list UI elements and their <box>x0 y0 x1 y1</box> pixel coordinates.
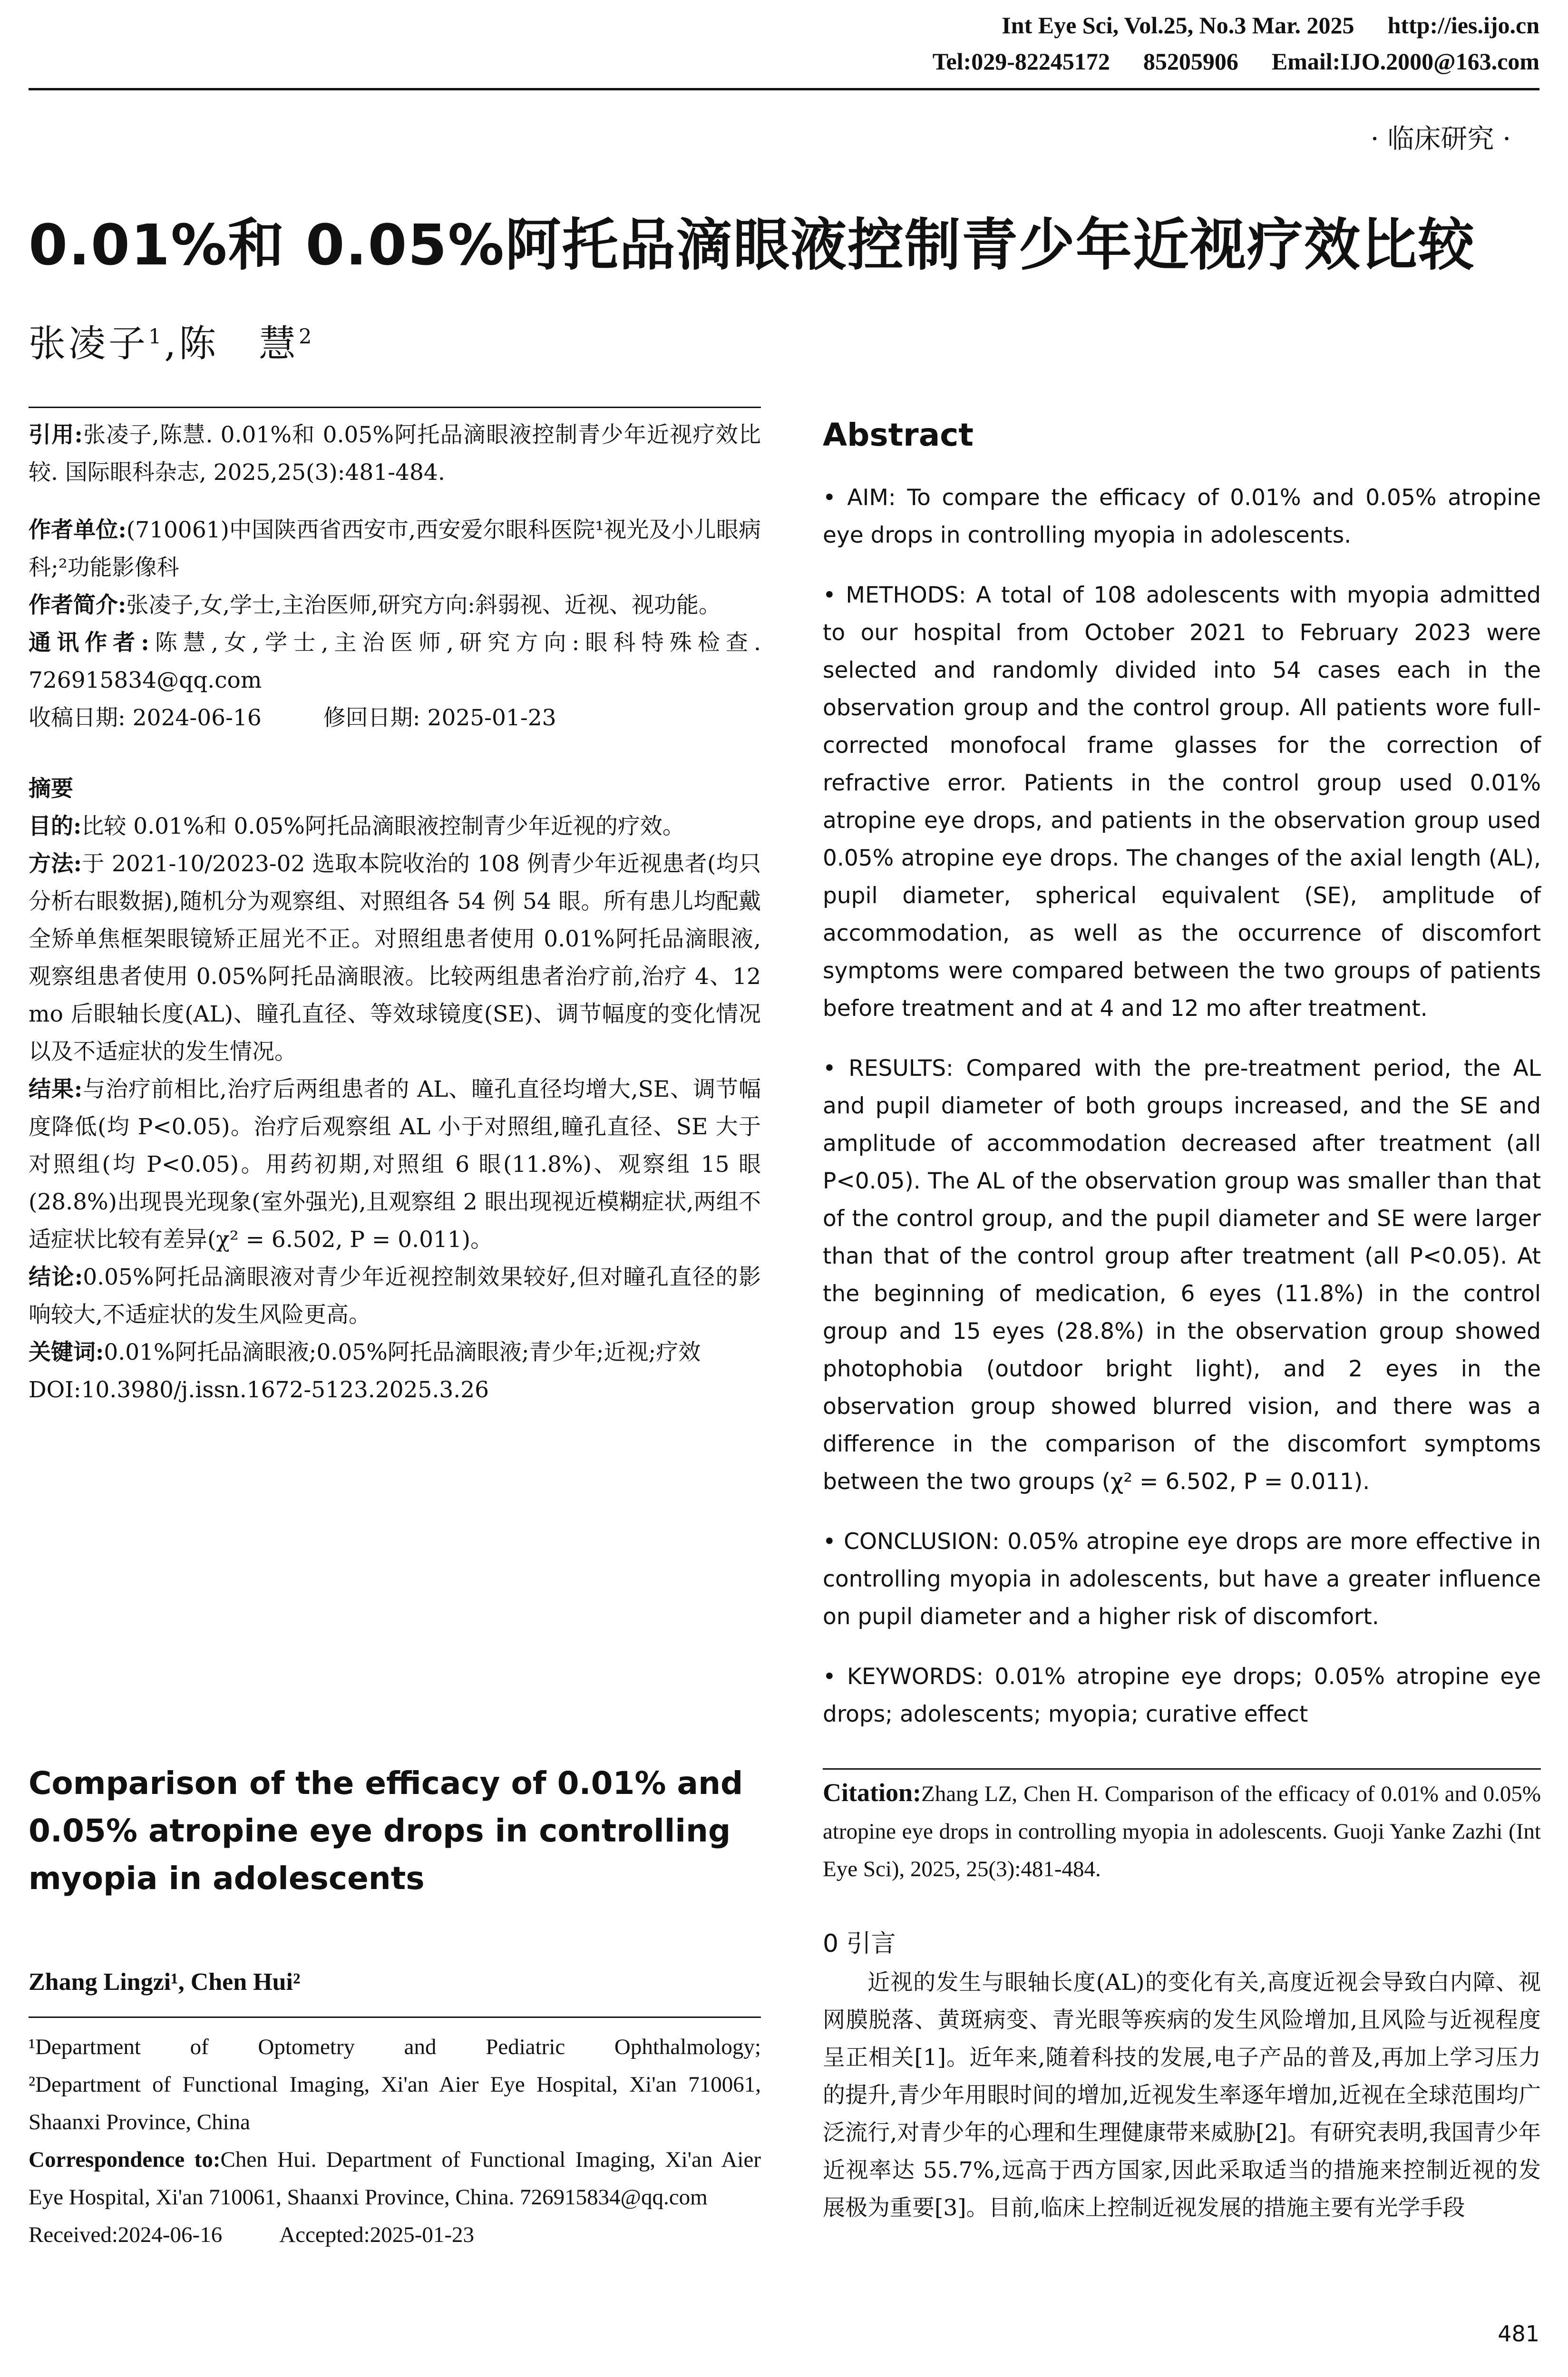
conclusion-text: 0.05%阿托品滴眼液对青少年近视控制效果较好,但对瞳孔直径的影响较大,不适症状的发生风险更高。 <box>29 1264 761 1328</box>
english-authors: Zhang Lingzi¹, Chen Hui² <box>29 1968 301 1996</box>
running-header <box>968 9 1539 42</box>
author-2-sup: 2 <box>299 325 315 349</box>
author-1-sup: 1 <box>148 325 165 349</box>
intro-heading: 0 引言 <box>823 1929 896 1958</box>
conclusion-label: 结论: <box>29 1264 83 1290</box>
bio-label: 作者简介: <box>29 592 127 618</box>
keywords-cn <box>29 1334 761 1371</box>
page-number: 481 <box>1498 2321 1539 2347</box>
english-title: Comparison of the efficacy of 0.01% and 0.05% atropine eye drops in controlling myopia in adolescents <box>29 1765 743 1897</box>
aim-en: • AIM: To compare the efficacy of 0.01% and 0.05% atropine eye drops in controlling myopia in adolescents. <box>823 485 1541 548</box>
results-cn <box>29 1071 761 1258</box>
unit-text: (710061)中国陕西省西安市,西安爱尔眼科医院¹视光及小儿眼病科;²功能影像科 <box>29 517 761 581</box>
methods-en: • METHODS: A total of 108 adolescents with myopia admitted to our hospital from October 2021 to February 2023 were selected and randomly divided into 54 cases each in the observation group and the control group. All patients wore full-corrected monofocal frame glasses for the correction of refractive error. Patients in the control group used 0.01% atropine eye drops, and patients in the observation group used 0.05% atropine eye drops. The changes of the axial length (AL), pupil diameter, spherical equivalent (SE), amplitude of accommodation, as well as the occurrence of discomfort symptoms were compared between the two groups of patients before treatment and at 4 and 12 mo after treatment. <box>823 582 1541 1022</box>
author-bio <box>29 586 761 624</box>
right-column <box>823 414 1541 1755</box>
authors <box>29 314 314 367</box>
aim-label: 目的: <box>29 813 82 839</box>
english-title-block <box>29 1760 761 1902</box>
unit-label: 作者单位: <box>29 517 127 543</box>
methods-label: 方法: <box>29 851 82 877</box>
accepted-en: Accepted:2025-01-23 <box>279 2222 475 2247</box>
introduction <box>823 1924 1541 2227</box>
citation-en-label: Citation: <box>823 1778 921 1807</box>
keywords-text: 0.01%阿托品滴眼液;0.05%阿托品滴眼液;青少年;近视;疗效 <box>104 1339 701 1365</box>
corr-en-label: Correspondence to: <box>29 2147 221 2172</box>
results-label: 结果: <box>29 1076 83 1102</box>
email: Email:IJO.2000@163.com <box>1271 48 1539 75</box>
citation-cn <box>29 416 761 491</box>
conclusion-cn <box>29 1258 761 1334</box>
journal-url: http://ies.ijo.cn <box>1387 12 1539 39</box>
received-date: 收稿日期: 2024-06-16 <box>29 705 262 731</box>
aim-text: 比较 0.01%和 0.05%阿托品滴眼液控制青少年近视的疗效。 <box>81 813 685 839</box>
doi: DOI:10.3980/j.issn.1672-5123.2025.3.26 <box>29 1377 489 1403</box>
methods-cn <box>29 845 761 1071</box>
cite-text: 张凌子,陈慧. 0.01%和 0.05%阿托品滴眼液控制青少年近视疗效比较. 国际眼科杂志, 2025,25(3):481-484. <box>29 422 761 486</box>
author-2: 陈 慧 <box>179 322 299 365</box>
revised-date: 修回日期: 2025-01-23 <box>323 705 556 731</box>
section-tag: · 临床研究 · <box>1370 124 1511 155</box>
author-1: 张凌子 <box>29 322 149 365</box>
dates-en <box>29 2216 761 2254</box>
results-text: 与治疗前相比,治疗后两组患者的 AL、瞳孔直径均增大,SE、调节幅度降低(均 P<0.05)。治疗后观察组 AL 小于对照组,瞳孔直径、SE 大于对照组(均 P<0.05)。用药初期,对照组 6 眼(11.8%)、观察组 15 眼(28.8%)出现畏光现象(室外强光),且观察组 2 眼出现视近模糊症状,两组不适症状比较有差异(χ² = 6.502, P = 0.011)。 <box>29 1076 761 1253</box>
english-affiliations <box>29 2028 761 2254</box>
dates-cn <box>29 699 761 737</box>
citation-en <box>823 1774 1541 1888</box>
article-title: 0.01%和 0.05%阿托品滴眼液控制青少年近视疗效比较 <box>29 212 1475 278</box>
corr-text: 陈慧,女,学士,主治医师,研究方向:眼科特殊检查. 726915834@qq.com <box>29 630 761 693</box>
citation-rule <box>823 1768 1541 1770</box>
tel2: 85205906 <box>1143 48 1238 75</box>
dept-1: ¹Department of Optometry and Pediatric Ophthalmology; <box>29 2035 761 2059</box>
corr-label: 通讯作者: <box>29 630 149 656</box>
author-unit <box>29 511 761 586</box>
author-sep: , <box>164 322 179 365</box>
affil-rule <box>29 2017 761 2018</box>
cite-label: 引用: <box>29 422 83 448</box>
contact-header <box>899 45 1539 78</box>
intro-text: 近视的发生与眼轴长度(AL)的变化有关,高度近视会导致白内障、视网膜脱落、黄斑病变、青光眼等疾病的发生风险增加,且风险与近视程度呈正相关[1]。近年来,随着科技的发展,电子产品的普及,再加上学习压力的提升,青少年用眼时间的增加,近视发生率逐年增加,近视在全球范围均广泛流行,对青少年的心理和生理健康带来威胁[2]。有研究表明,我国青少年近视率达 55.7%,远高于西方国家,因此采取适当的措施来控制近视的发展极为重要[3]。目前,临床上控制近视发展的措施主要有光学手段 <box>823 1969 1541 2221</box>
corr-en <box>29 2141 761 2216</box>
header-rule <box>29 88 1539 90</box>
aim-cn <box>29 808 761 845</box>
left-column <box>29 416 761 1409</box>
corresponding-author <box>29 624 761 699</box>
abstract-heading-cn: 摘要 <box>29 776 73 802</box>
tel: Tel:029-82245172 <box>932 48 1110 75</box>
received-en: Received:2024-06-16 <box>29 2222 223 2247</box>
conclusion-en: • CONCLUSION: 0.05% atropine eye drops are more effective in controlling myopia in adolescents, but have a greater influence on pupil diameter and a higher risk of discomfort. <box>823 1529 1541 1630</box>
bio-text: 张凌子,女,学士,主治医师,研究方向:斜弱视、近视、视功能。 <box>126 592 721 618</box>
dept-2: ²Department of Functional Imaging, Xi'an Aier Eye Hospital, Xi'an 710061, Shaanxi Province, China <box>29 2072 761 2134</box>
keywords-en: • KEYWORDS: 0.01% atropine eye drops; 0.05% atropine eye drops; adolescents; myopia; curative effect <box>823 1664 1541 1727</box>
journal-info: Int Eye Sci, Vol.25, No.3 Mar. 2025 <box>1002 12 1354 39</box>
methods-text: 于 2021-10/2023-02 选取本院收治的 108 例青少年近视患者(均只分析右眼数据),随机分为观察组、对照组各 54 例 54 眼。所有患儿均配戴全矫单焦框架眼镜矫正屈光不正。对照组患者使用 0.01%阿托品滴眼液,观察组患者使用 0.05%阿托品滴眼液。比较两组患者治疗前,治疗 4、12 mo 后眼轴长度(AL)、瞳孔直径、等效球镜度(SE)、调节幅度的变化情况以及不适症状的发生情况。 <box>29 851 761 1065</box>
corr-en-text: Chen Hui. Department of Functional Imaging, Xi'an Aier Eye Hospital, Xi'an 710061, Shaanxi Province, China. 726915834@qq.com <box>29 2147 761 2210</box>
results-en: • RESULTS: Compared with the pre-treatment period, the AL and pupil diameter of both groups increased, and the SE and amplitude of accommodation decreased after treatment (all P<0.05). The AL of the observation group was smaller than that of the control group, and the pupil diameter and SE were larger than that of the control group after treatment (all P<0.05). At the beginning of medication, 6 eyes (11.8%) in the control group and 15 eyes (28.8%) in the observation group showed photophobia (outdoor bright light), and 2 eyes in the observation group showed blurred vision, and there was a difference in the comparison of the discomfort symptoms between the two groups (χ² = 6.502, P = 0.011). <box>823 1055 1541 1495</box>
left-top-rule <box>29 407 761 408</box>
abstract-heading-en: Abstract <box>823 417 974 453</box>
citation-en-text: Zhang LZ, Chen H. Comparison of the efficacy of 0.01% and 0.05% atropine eye drops in controlling myopia in adolescents. Guoji Yanke Zazhi (Int Eye Sci), 2025, 25(3):481-484. <box>823 1782 1541 1881</box>
keywords-label: 关键词: <box>29 1339 104 1365</box>
